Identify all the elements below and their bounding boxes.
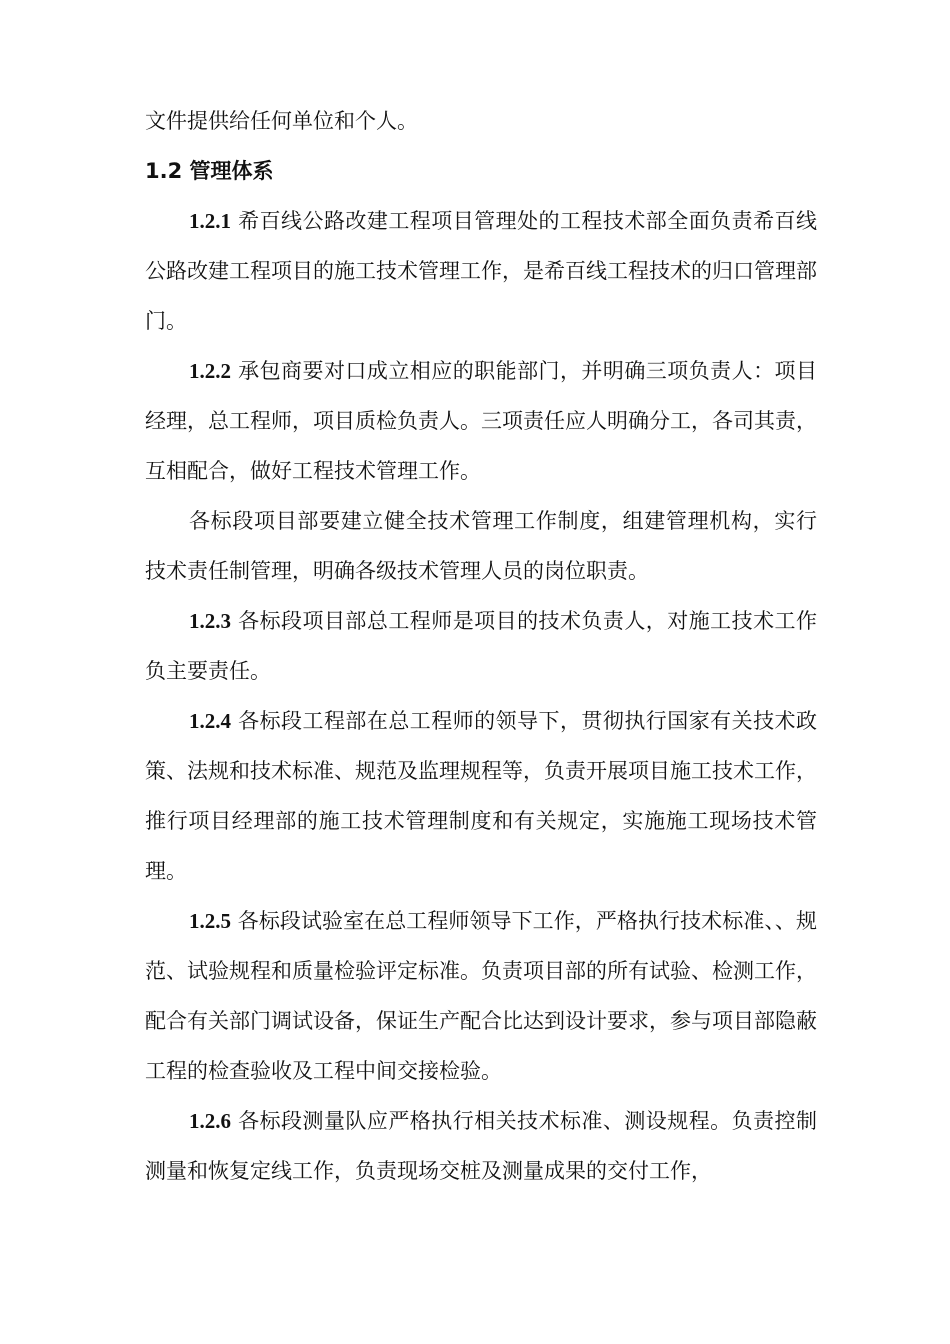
paragraph-continuation	[145, 96, 817, 146]
paragraph-1-2-3	[145, 596, 817, 696]
clause-number: 1.2.6	[189, 1109, 231, 1133]
paragraph-text: 各标段项目部要建立健全技术管理工作制度，组建管理机构，实行技术责任制管理，明确各级技术管理人员的岗位职责。	[145, 509, 817, 583]
paragraph-text: 承包商要对口成立相应的职能部门，并明确三项负责人：项目经理，总工程师，项目质检负责人。三项责任应人明确分工，各司其责，互相配合，做好工程技术管理工作。	[145, 359, 817, 483]
paragraph-text: 希百线公路改建工程项目管理处的工程技术部全面负责希百线公路改建工程项目的施工技术管理工作，是希百线工程技术的归口管理部门。	[145, 209, 817, 333]
clause-number: 1.2.5	[189, 909, 231, 933]
clause-number: 1.2.2	[189, 359, 231, 383]
paragraph-text: 各标段项目部总工程师是项目的技术负责人，对施工技术工作负主要责任。	[145, 609, 817, 683]
paragraph-unnumbered	[145, 496, 817, 596]
paragraph-text: 各标段试验室在总工程师领导下工作，严格执行技术标准、、规范、试验规程和质量检验评定标准。负责项目部的所有试验、检测工作，配合有关部门调试设备，保证生产配合比达到设计要求，参与项目部隐蔽工程的检查验收及工程中间交接检验。	[145, 909, 817, 1083]
section-heading: 1.2 管理体系	[145, 159, 274, 183]
paragraph-1-2-2	[145, 346, 817, 496]
paragraph-text: 各标段工程部在总工程师的领导下，贯彻执行国家有关技术政策、法规和技术标准、规范及监理规程等，负责开展项目施工技术工作，推行项目经理部的施工技术管理制度和有关规定，实施施工现场技术管理。	[145, 709, 817, 883]
paragraph-1-2-1	[145, 196, 817, 346]
paragraph-text: 文件提供给任何单位和个人。	[145, 109, 418, 133]
clause-number: 1.2.1	[189, 209, 231, 233]
paragraph-text: 各标段测量队应严格执行相关技术标准、测设规程。负责控制测量和恢复定线工作，负责现场交桩及测量成果的交付工作，	[145, 1109, 817, 1183]
clause-number: 1.2.4	[189, 709, 231, 733]
paragraph-1-2-4	[145, 696, 817, 896]
paragraph-1-2-5	[145, 896, 817, 1096]
clause-number: 1.2.3	[189, 609, 231, 633]
document-body	[145, 96, 817, 1196]
paragraph-1-2-6	[145, 1096, 817, 1196]
